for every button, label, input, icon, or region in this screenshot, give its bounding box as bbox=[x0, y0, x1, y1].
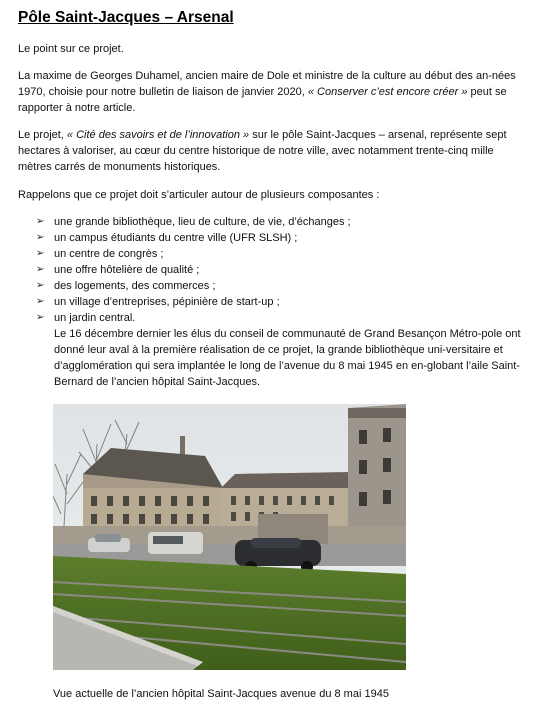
paragraph-projet-lead: Le projet, bbox=[18, 129, 67, 141]
photo-caption: Vue actuelle de l’ancien hôpital Saint-Jacques avenue du 8 mai 1945 bbox=[53, 688, 389, 700]
paragraph-decembre: Le 16 décembre dernier les élus du conseil de communauté de Grand Besançon Métro-pole ont donné leur aval à la première réalisation de ce projet, la grande bibliothèque uni-versitaire et d’agglomération qui sera implantée le long de l’avenue du 8 mai 1945 en en-globant l’aile Saint-Bernard de l’ancien hôpital Saint-Jacques. bbox=[54, 328, 521, 388]
arrow-bullet-icon: ➢ bbox=[36, 312, 45, 323]
paragraph-rappelons: Rappelons que ce projet doit s’articuler autour de plusieurs composantes : bbox=[18, 189, 380, 201]
list-item bbox=[36, 262, 530, 278]
arrow-bullet-icon: ➢ bbox=[36, 264, 45, 275]
hospital-photo bbox=[53, 404, 406, 670]
arrow-bullet-icon: ➢ bbox=[36, 232, 45, 243]
list-item-text: une grande bibliothèque, lieu de culture, de vie, d’échanges ; bbox=[54, 216, 351, 228]
arrow-bullet-icon: ➢ bbox=[36, 280, 45, 291]
arrow-bullet-icon: ➢ bbox=[36, 248, 45, 259]
paragraph-projet bbox=[18, 127, 530, 175]
arrow-bullet-icon: ➢ bbox=[36, 216, 45, 227]
page-title: Pôle Saint-Jacques – Arsenal bbox=[18, 9, 234, 26]
document-page bbox=[18, 8, 530, 390]
list-item-text: des logements, des commerces ; bbox=[54, 280, 216, 292]
quote-conserver: « Conserver c’est encore créer » bbox=[307, 86, 468, 98]
components-list bbox=[18, 214, 530, 326]
quote-cite-des-savoirs: « Cité des savoirs et de l’innovation » bbox=[66, 129, 250, 141]
paragraph-maxime bbox=[18, 68, 530, 116]
list-item bbox=[36, 230, 530, 246]
list-item-text: un centre de congrès ; bbox=[54, 248, 164, 260]
list-item-text: un campus étudiants du centre ville (UFR SLSH) ; bbox=[54, 232, 298, 244]
list-item-text: un village d’entreprises, pépinière de start-up ; bbox=[54, 296, 280, 308]
list-item-text: un jardin central. bbox=[54, 312, 136, 324]
list-item-text: une offre hôtelière de qualité ; bbox=[54, 264, 200, 276]
paragraph-projet-tail: sur le pôle Saint-Jacques – arsenal, représente sept hectares à valoriser, au cœur du centre historique de notre ville, avec notamment trente-cinq mille mètres carrés de monuments historiques. bbox=[18, 129, 507, 173]
intro-paragraph: Le point sur ce projet. bbox=[18, 43, 124, 55]
paragraph-maxime-tail: peut se rapporter à notre article. bbox=[18, 86, 507, 114]
list-item bbox=[36, 246, 530, 262]
list-item bbox=[36, 310, 530, 326]
list-item bbox=[36, 278, 530, 294]
paragraph-maxime-text: La maxime de Georges Duhamel, ancien maire de Dole et ministre de la culture au début des an-nées 1970, choisie pour notre bulletin de liaison de janvier 2020, bbox=[18, 70, 516, 98]
arrow-bullet-icon: ➢ bbox=[36, 296, 45, 307]
list-item bbox=[36, 214, 530, 230]
list-item bbox=[36, 294, 530, 310]
